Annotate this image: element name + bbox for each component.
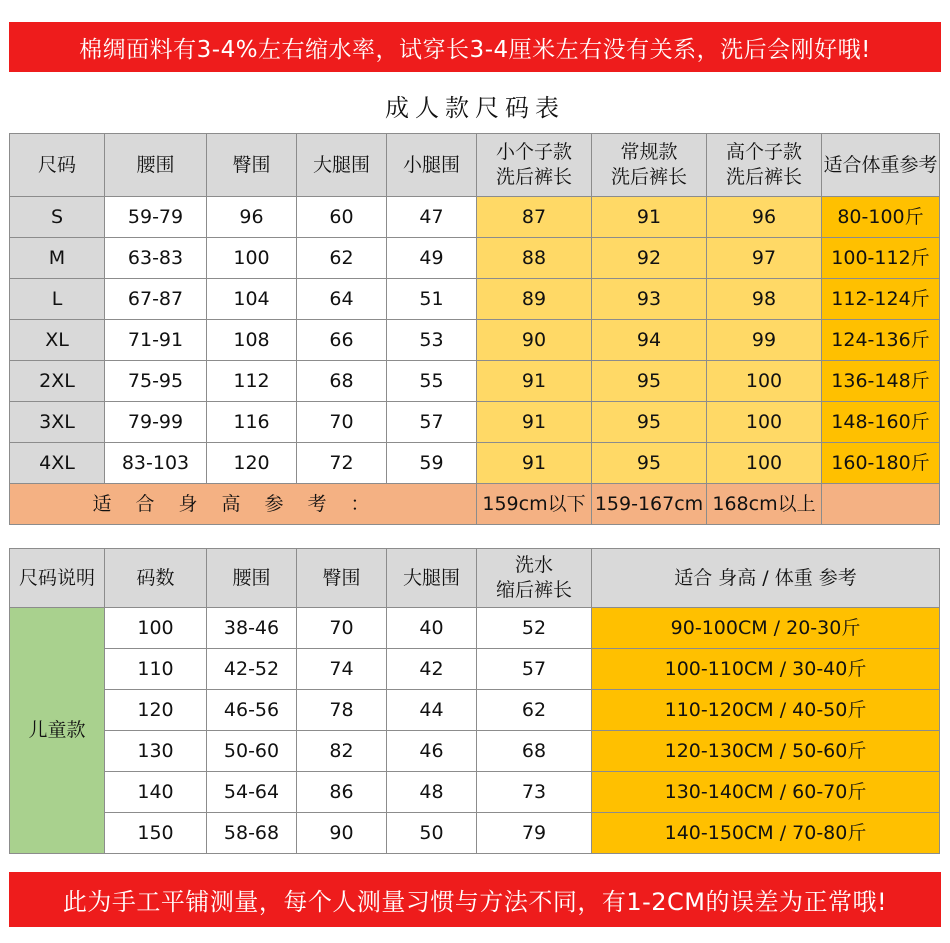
adult-column-header: 腰围 bbox=[105, 134, 207, 197]
child-size-value: 82 bbox=[297, 731, 387, 772]
adult-size-value: 91 bbox=[477, 402, 592, 443]
child-size-value: 44 bbox=[387, 690, 477, 731]
child-size-row bbox=[10, 608, 940, 649]
adult-header-row bbox=[10, 134, 940, 197]
child-column-header: 尺码说明 bbox=[10, 549, 105, 608]
adult-size-value: 100 bbox=[707, 402, 822, 443]
adult-size-value: 99 bbox=[707, 320, 822, 361]
adult-size-value: 87 bbox=[477, 197, 592, 238]
adult-column-header: 适合体重参考 bbox=[822, 134, 940, 197]
adult-size-value: 47 bbox=[387, 197, 477, 238]
adult-size-value: 94 bbox=[592, 320, 707, 361]
child-column-header: 腰围 bbox=[207, 549, 297, 608]
adult-size-label: 2XL bbox=[10, 361, 105, 402]
adult-size-value: 59-79 bbox=[105, 197, 207, 238]
child-size-value: 46 bbox=[387, 731, 477, 772]
child-header-row bbox=[10, 549, 940, 608]
child-size-label: 130 bbox=[105, 731, 207, 772]
adult-size-value: 112 bbox=[207, 361, 297, 402]
adult-size-table bbox=[9, 133, 940, 525]
adult-size-value: 160-180斤 bbox=[822, 443, 940, 484]
adult-size-row bbox=[10, 320, 940, 361]
height-reference-value bbox=[822, 484, 940, 525]
child-size-value: 68 bbox=[477, 731, 592, 772]
adult-size-value: 91 bbox=[592, 197, 707, 238]
adult-size-value: 148-160斤 bbox=[822, 402, 940, 443]
adult-size-value: 90 bbox=[477, 320, 592, 361]
adult-size-value: 55 bbox=[387, 361, 477, 402]
child-size-row bbox=[10, 772, 940, 813]
child-size-label: 150 bbox=[105, 813, 207, 854]
child-size-label: 110 bbox=[105, 649, 207, 690]
adult-size-value: 96 bbox=[207, 197, 297, 238]
adult-size-label: 3XL bbox=[10, 402, 105, 443]
height-reference-value: 159-167cm bbox=[592, 484, 707, 525]
adult-size-value: 83-103 bbox=[105, 443, 207, 484]
adult-size-value: 100 bbox=[707, 443, 822, 484]
height-reference-value: 168cm以上 bbox=[707, 484, 822, 525]
adult-size-label: XL bbox=[10, 320, 105, 361]
adult-size-row bbox=[10, 279, 940, 320]
child-column-header: 大腿围 bbox=[387, 549, 477, 608]
adult-size-value: 112-124斤 bbox=[822, 279, 940, 320]
child-size-value: 40 bbox=[387, 608, 477, 649]
adult-size-value: 51 bbox=[387, 279, 477, 320]
adult-size-label: M bbox=[10, 238, 105, 279]
adult-size-value: 120 bbox=[207, 443, 297, 484]
adult-column-header: 小腿围 bbox=[387, 134, 477, 197]
adult-size-label: 4XL bbox=[10, 443, 105, 484]
child-column-header: 洗水 缩后裤长 bbox=[477, 549, 592, 608]
child-size-value: 130-140CM / 60-70斤 bbox=[592, 772, 940, 813]
child-size-value: 120-130CM / 50-60斤 bbox=[592, 731, 940, 772]
adult-size-value: 97 bbox=[707, 238, 822, 279]
adult-size-value: 100-112斤 bbox=[822, 238, 940, 279]
child-size-label: 120 bbox=[105, 690, 207, 731]
adult-size-value: 63-83 bbox=[105, 238, 207, 279]
adult-size-value: 64 bbox=[297, 279, 387, 320]
adult-size-value: 124-136斤 bbox=[822, 320, 940, 361]
child-size-value: 78 bbox=[297, 690, 387, 731]
adult-size-value: 93 bbox=[592, 279, 707, 320]
top-notice-banner bbox=[9, 22, 941, 72]
child-size-row bbox=[10, 731, 940, 772]
adult-size-value: 91 bbox=[477, 361, 592, 402]
child-size-value: 52 bbox=[477, 608, 592, 649]
height-reference-label: 适合身高参考： bbox=[10, 484, 477, 525]
adult-height-row bbox=[10, 484, 940, 525]
adult-size-value: 68 bbox=[297, 361, 387, 402]
child-size-value: 50-60 bbox=[207, 731, 297, 772]
adult-size-row bbox=[10, 361, 940, 402]
child-size-value: 50 bbox=[387, 813, 477, 854]
child-size-value: 86 bbox=[297, 772, 387, 813]
child-size-value: 90-100CM / 20-30斤 bbox=[592, 608, 940, 649]
child-column-header: 臀围 bbox=[297, 549, 387, 608]
bottom-notice-text: 此为手工平铺测量，每个人测量习惯与方法不同，有1-2CM的误差为正常哦! bbox=[62, 888, 888, 916]
child-size-value: 90 bbox=[297, 813, 387, 854]
height-reference-value: 159cm以下 bbox=[477, 484, 592, 525]
adult-size-value: 62 bbox=[297, 238, 387, 279]
child-size-value: 57 bbox=[477, 649, 592, 690]
adult-size-value: 100 bbox=[707, 361, 822, 402]
adult-size-value: 95 bbox=[592, 443, 707, 484]
adult-size-value: 88 bbox=[477, 238, 592, 279]
adult-size-value: 108 bbox=[207, 320, 297, 361]
adult-size-value: 104 bbox=[207, 279, 297, 320]
adult-size-row bbox=[10, 402, 940, 443]
adult-column-header: 高个子款 洗后裤长 bbox=[707, 134, 822, 197]
adult-size-value: 49 bbox=[387, 238, 477, 279]
bottom-notice-banner bbox=[9, 872, 941, 927]
adult-size-value: 79-99 bbox=[105, 402, 207, 443]
adult-size-value: 66 bbox=[297, 320, 387, 361]
adult-size-value: 67-87 bbox=[105, 279, 207, 320]
child-size-label: 140 bbox=[105, 772, 207, 813]
child-size-row bbox=[10, 690, 940, 731]
adult-size-value: 96 bbox=[707, 197, 822, 238]
adult-size-value: 98 bbox=[707, 279, 822, 320]
child-size-row bbox=[10, 649, 940, 690]
adult-size-value: 92 bbox=[592, 238, 707, 279]
child-size-row bbox=[10, 813, 940, 854]
child-size-value: 54-64 bbox=[207, 772, 297, 813]
adult-column-header: 大腿围 bbox=[297, 134, 387, 197]
adult-size-value: 116 bbox=[207, 402, 297, 443]
adult-size-label: L bbox=[10, 279, 105, 320]
adult-size-value: 80-100斤 bbox=[822, 197, 940, 238]
adult-size-value: 95 bbox=[592, 402, 707, 443]
adult-size-chart-title: 成人款尺码表 bbox=[385, 94, 565, 122]
adult-size-value: 53 bbox=[387, 320, 477, 361]
child-size-value: 58-68 bbox=[207, 813, 297, 854]
child-size-value: 79 bbox=[477, 813, 592, 854]
child-size-value: 110-120CM / 40-50斤 bbox=[592, 690, 940, 731]
adult-size-row bbox=[10, 197, 940, 238]
adult-size-value: 89 bbox=[477, 279, 592, 320]
child-size-value: 48 bbox=[387, 772, 477, 813]
adult-column-header: 尺码 bbox=[10, 134, 105, 197]
adult-column-header: 臀围 bbox=[207, 134, 297, 197]
adult-size-value: 75-95 bbox=[105, 361, 207, 402]
adult-size-value: 71-91 bbox=[105, 320, 207, 361]
adult-size-row bbox=[10, 443, 940, 484]
child-size-value: 38-46 bbox=[207, 608, 297, 649]
adult-size-value: 72 bbox=[297, 443, 387, 484]
child-size-value: 62 bbox=[477, 690, 592, 731]
adult-size-value: 91 bbox=[477, 443, 592, 484]
child-size-label: 100 bbox=[105, 608, 207, 649]
child-size-value: 100-110CM / 30-40斤 bbox=[592, 649, 940, 690]
adult-size-value: 60 bbox=[297, 197, 387, 238]
adult-size-value: 59 bbox=[387, 443, 477, 484]
adult-size-label: S bbox=[10, 197, 105, 238]
child-group-label: 儿童款 bbox=[10, 608, 105, 854]
adult-size-row bbox=[10, 238, 940, 279]
adult-size-value: 100 bbox=[207, 238, 297, 279]
adult-column-header: 小个子款 洗后裤长 bbox=[477, 134, 592, 197]
child-size-value: 140-150CM / 70-80斤 bbox=[592, 813, 940, 854]
child-size-value: 46-56 bbox=[207, 690, 297, 731]
child-size-value: 73 bbox=[477, 772, 592, 813]
adult-size-value: 70 bbox=[297, 402, 387, 443]
child-size-value: 70 bbox=[297, 608, 387, 649]
child-column-header: 适合 身高 / 体重 参考 bbox=[592, 549, 940, 608]
child-size-table bbox=[9, 548, 940, 854]
child-size-value: 42-52 bbox=[207, 649, 297, 690]
child-column-header: 码数 bbox=[105, 549, 207, 608]
adult-size-value: 95 bbox=[592, 361, 707, 402]
top-notice-text: 棉绸面料有3-4%左右缩水率，试穿长3-4厘米左右没有关系，洗后会刚好哦! bbox=[79, 36, 871, 63]
child-size-value: 74 bbox=[297, 649, 387, 690]
adult-column-header: 常规款 洗后裤长 bbox=[592, 134, 707, 197]
adult-size-value: 136-148斤 bbox=[822, 361, 940, 402]
adult-size-value: 57 bbox=[387, 402, 477, 443]
child-size-value: 42 bbox=[387, 649, 477, 690]
